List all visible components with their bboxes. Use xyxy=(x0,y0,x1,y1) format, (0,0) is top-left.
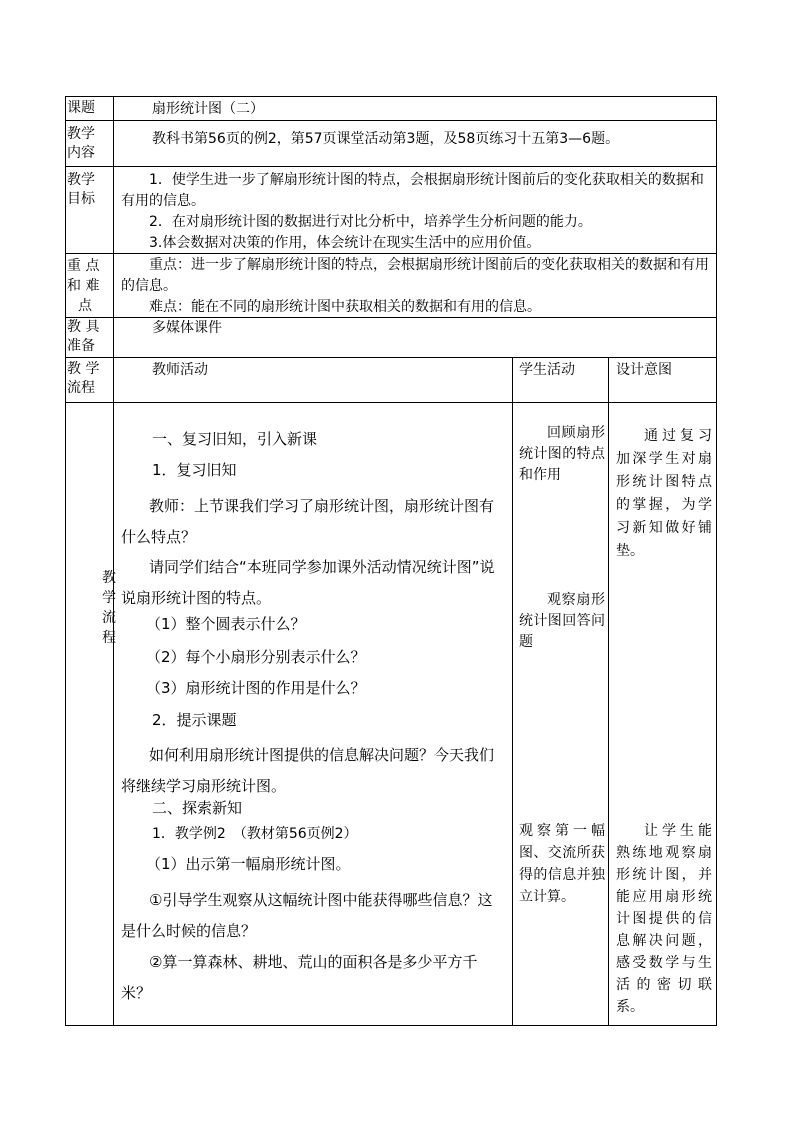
section-2-1-1-title: （1）出示第一幅扇形统计图。 xyxy=(146,855,351,873)
content-text: 教科书第56页的例2，第57页课堂活动第3题，及58页练习十五第3—6题。 xyxy=(152,131,620,147)
goals-text xyxy=(121,170,713,254)
guide-item-1: ①引导学生观察从这幅统计图中能获得哪些信息？这是什么时候的信息？ xyxy=(121,891,493,940)
teacher-activity-header: 教师活动 xyxy=(152,362,208,378)
topic-label: 课题 xyxy=(67,100,95,116)
process-vertical-label: 教 学 流 程 xyxy=(102,570,116,646)
design-intent-header: 设计意图 xyxy=(616,362,672,378)
design-intent-1: 通过复习加深学生对扇形统计图特点的掌握，为学习新知做好铺垫。 xyxy=(616,428,712,559)
section-1-2-title: 2．提示课题 xyxy=(152,711,237,729)
student-activity-2: 观察扇形统计图回答问题 xyxy=(519,592,605,650)
difficulty-point: 难点：能在不同的扇形统计图中获取相关的数据和有用的信息。 xyxy=(149,299,541,315)
student-activity-1: 回顾扇形统计图的特点和作用 xyxy=(519,425,605,483)
guide-item-2: ②算一算森林、耕地、荒山的面积各是多少平方千米？ xyxy=(121,953,478,1002)
section-1-title: 一、复习旧知，引入新课 xyxy=(152,430,318,448)
section-2-title: 二、探索新知 xyxy=(152,799,243,817)
goal-item-1: 1．使学生进一步了解扇形统计图的特点，会根据扇形统计图前后的变化获取相关的数据和有用的信息。 xyxy=(121,172,704,209)
goals-label: 教学 目标 xyxy=(67,172,95,207)
student-activity-header: 学生活动 xyxy=(519,362,575,378)
tools-text: 多媒体课件 xyxy=(152,320,222,336)
goal-item-2: 2．在对扇形统计图的数据进行对比分析中，培养学生分析问题的能力。 xyxy=(149,214,592,230)
question-1: （1）整个圆表示什么？ xyxy=(146,615,306,633)
teacher-prompt-3: 如何利用扇形统计图提供的信息解决问题？今天我们将继续学习扇形统计图。 xyxy=(121,746,495,795)
student-activity-3: 观察第一幅图、交流所获得的信息并独立计算。 xyxy=(519,823,605,905)
key-points-text xyxy=(121,255,713,318)
design-intent-2: 让学生能熟练地观察扇形统计图，并能应用扇形统计图提供的信息解决问题，感受数学与生活的密切联系。 xyxy=(616,823,712,1015)
process-header-label: 教 学 流程 xyxy=(67,361,100,396)
key-point: 重点：进一步了解扇形统计图的特点，会根据扇形统计图前后的变化获取相关的数据和有用的信息。 xyxy=(121,257,709,294)
section-2-1-title: 1．教学例2 （教材第56页例2） xyxy=(152,826,358,842)
key-points-label: 重 点 和 难 点 xyxy=(67,258,100,314)
content-label: 教学 内容 xyxy=(67,126,95,161)
question-2: （2）每个小扇形分别表示什么？ xyxy=(146,648,366,666)
tools-label: 教 具 准备 xyxy=(67,319,100,354)
goal-item-3: 3.体会数据对决策的作用，体会统计在现实生活中的应用价值。 xyxy=(149,235,541,251)
teacher-question-1: 教师：上节课我们学习了扇形统计图，扇形统计图有什么特点？ xyxy=(121,497,495,546)
section-1-1-title: 1．复习旧知 xyxy=(152,461,237,479)
topic-content: 扇形统计图（二） xyxy=(152,101,264,117)
question-3: （3）扇形统计图的作用是什么？ xyxy=(146,679,366,697)
teacher-prompt-2: 请同学们结合“本班同学参加课外活动情况统计图”说说扇形统计图的特点。 xyxy=(121,558,495,607)
